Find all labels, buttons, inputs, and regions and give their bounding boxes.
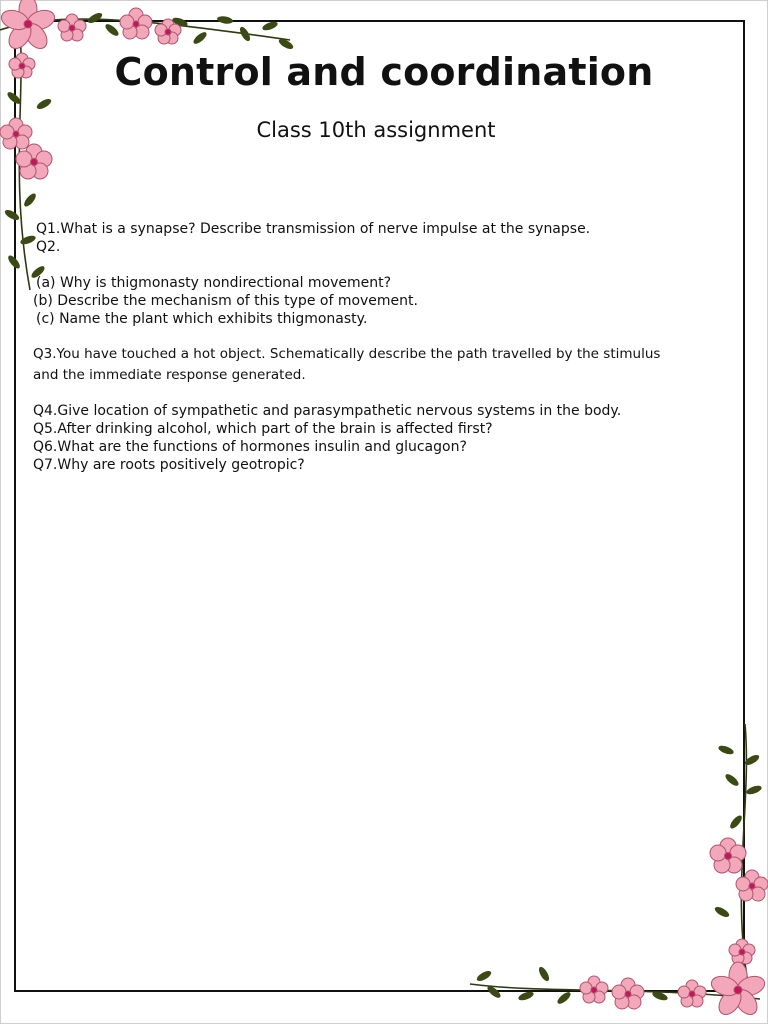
question-2a: (a) Why is thigmonasty nondirectional movement? — [36, 275, 392, 291]
question-6: Q6.What are the functions of hormones insulin and glucagon? — [33, 439, 467, 455]
question-5: Q5.After drinking alcohol, which part of the brain is affected first? — [33, 421, 493, 437]
question-1: Q1.What is a synapse? Describe transmission of nerve impulse at the synapse. — [36, 221, 591, 237]
document-title: Control and coordination — [114, 50, 654, 94]
question-2b: (b) Describe the mechanism of this type of movement. — [33, 293, 418, 309]
question-3-line-1: Q3.You have touched a hot object. Schematically describe the path travelled by the stimulus — [33, 346, 661, 362]
question-2: Q2. — [36, 239, 61, 255]
question-3-line-2: and the immediate response generated. — [33, 367, 306, 383]
document-subtitle: Class 10th assignment — [256, 118, 496, 142]
floral-decoration-bottom-right-icon — [460, 724, 768, 1024]
question-4: Q4.Give location of sympathetic and parasympathetic nervous systems in the body. — [33, 403, 622, 419]
question-7: Q7.Why are roots positively geotropic? — [33, 457, 305, 473]
question-2c: (c) Name the plant which exhibits thigmonasty. — [36, 311, 368, 327]
